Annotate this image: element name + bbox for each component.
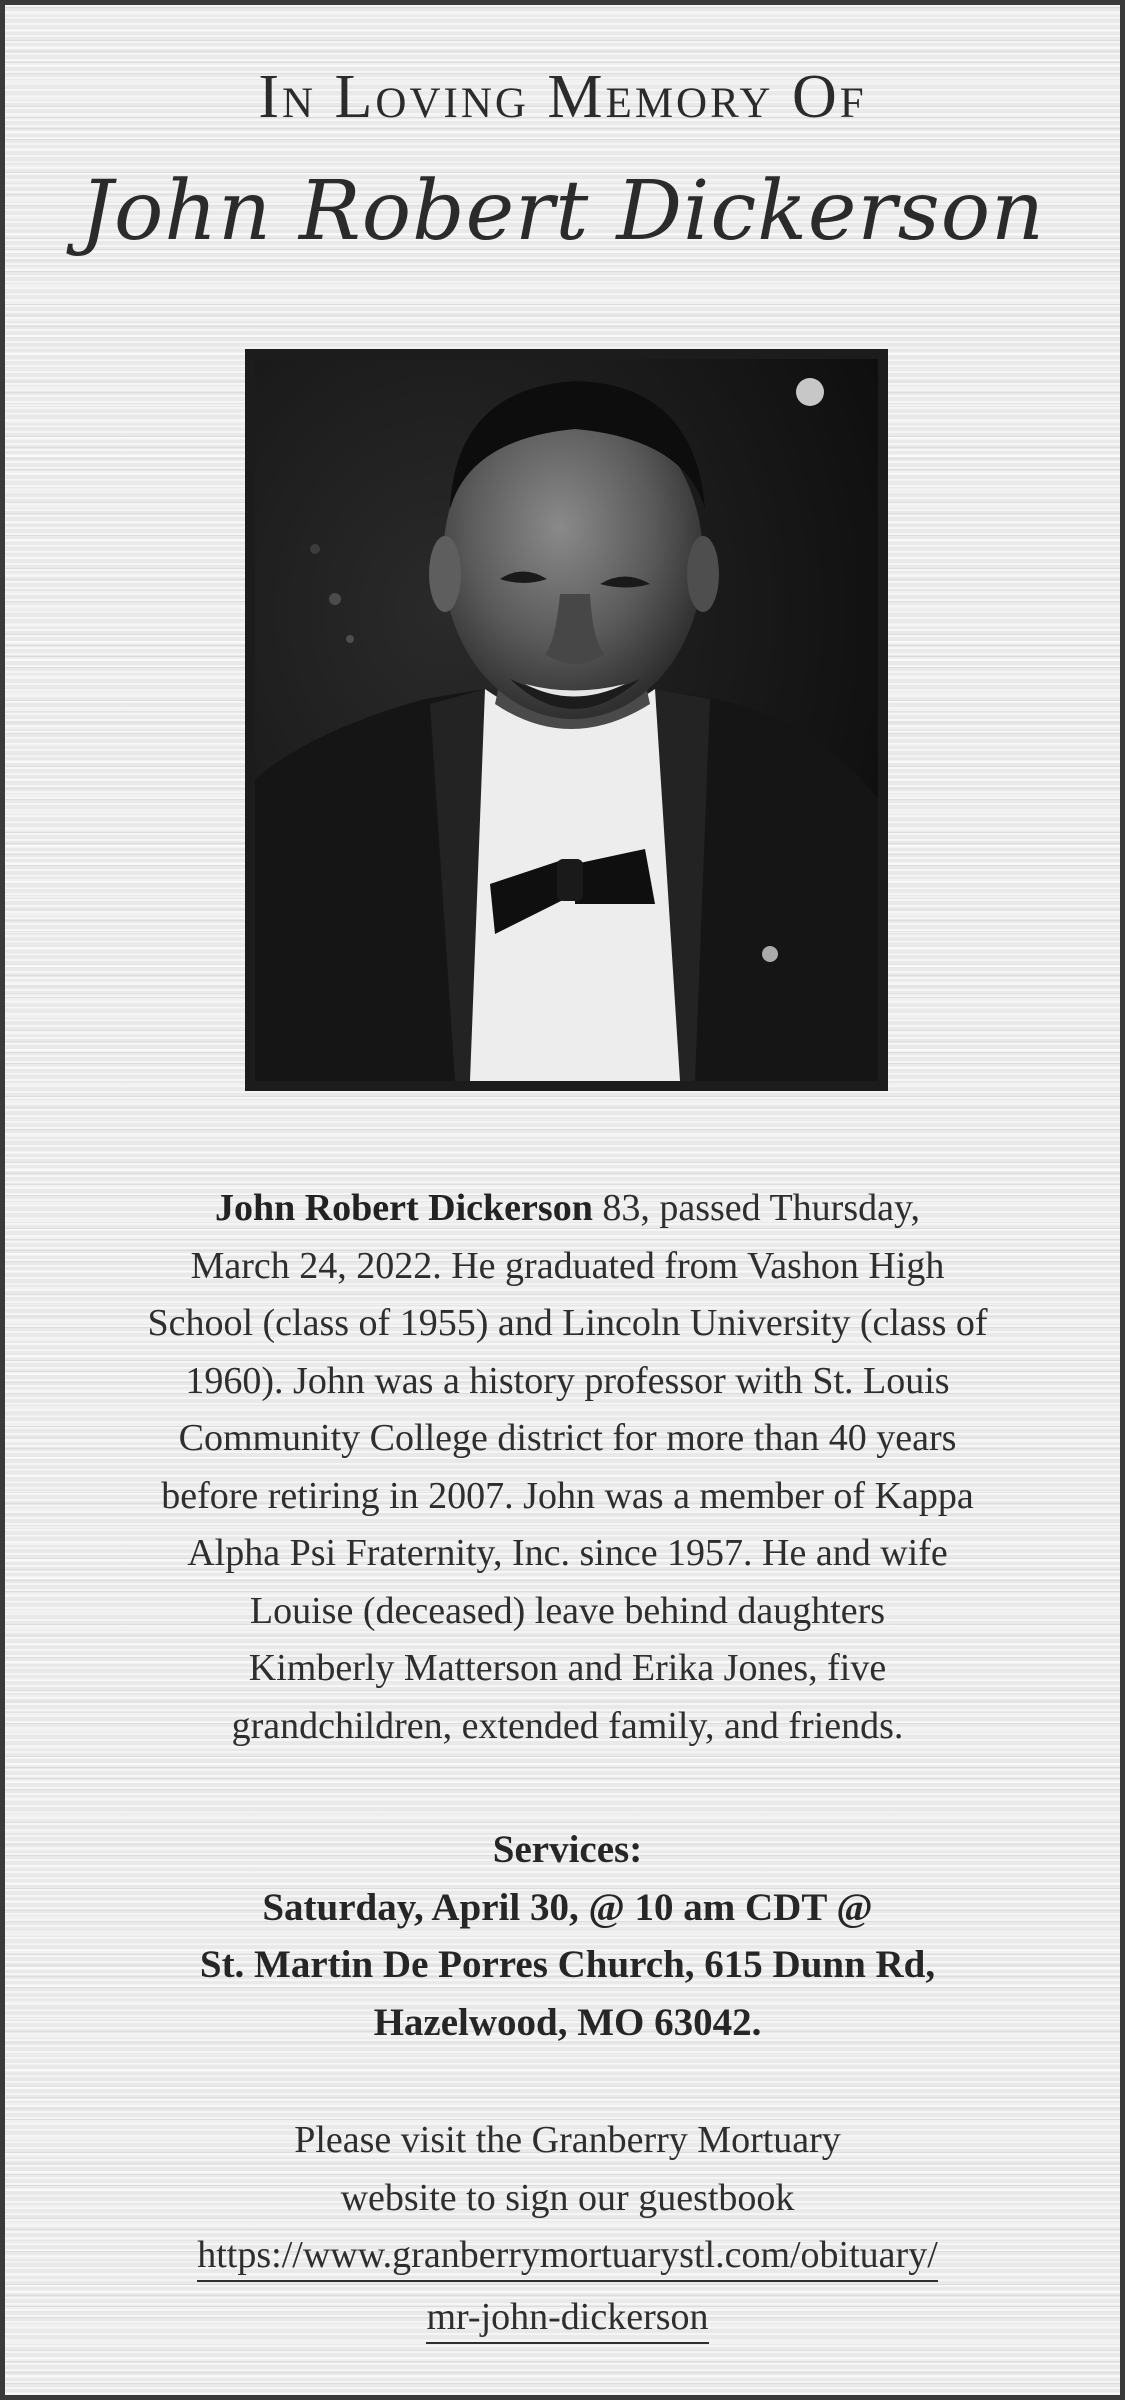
bio-line: 1960). John was a history professor with St. Louis (185, 1359, 950, 1402)
bio-line: Louise (deceased) leave behind daughters (249, 1589, 886, 1632)
guestbook-link[interactable]: https://www.granberrymortuarystl.com/obituary/ (197, 2230, 938, 2282)
services-date-time: Saturday, April 30, @ 10 am CDT @ (262, 1885, 873, 1929)
deceased-name-bold: John Robert Dickerson (214, 1187, 593, 1229)
bio-line: Kimberly Matterson and Erika Jones, five (248, 1647, 887, 1689)
guestbook-link-line (25, 2227, 1110, 2289)
services-heading: Services: (492, 1828, 643, 1871)
bio-line: Alpha Psi Fraternity, Inc. since 1957. He and wife (187, 1532, 948, 1574)
guestbook-block (25, 2112, 1110, 2351)
services-block (25, 1821, 1110, 2051)
bio-line: before retiring in 2007. John was a member of Kappa (161, 1474, 974, 1517)
guestbook-link[interactable]: mr-john-dickerson (426, 2292, 708, 2344)
bio-line: School (class of 1955) and Lincoln University (class of (147, 1302, 988, 1344)
services-location: St. Martin De Porres Church, 615 Dunn Rd, (199, 1943, 936, 1986)
guestbook-text: Please visit the Granberry Mortuary (294, 2119, 841, 2161)
guestbook-text: website to sign our guestbook (340, 2176, 795, 2219)
portrait-photo-icon (255, 359, 878, 1081)
bio-line-1-rest: 83, passed Thursday, (592, 1187, 921, 1229)
portrait-photo (245, 349, 888, 1091)
bio-line (35, 1180, 1100, 1238)
obituary-text (35, 1180, 1100, 1755)
bio-line: grandchildren, extended family, and friends. (231, 1704, 904, 1747)
bio-line: Community College district for more than 40 years (178, 1417, 957, 1459)
services-city: Hazelwood, MO 63042. (373, 2000, 762, 2044)
memorial-heading: In Loving Memory Of (258, 63, 867, 131)
bio-line: March 24, 2022. He graduated from Vashon High (190, 1244, 945, 1287)
deceased-name-script: John Robert Dickerson (80, 164, 1045, 259)
guestbook-link-line (25, 2289, 1110, 2351)
